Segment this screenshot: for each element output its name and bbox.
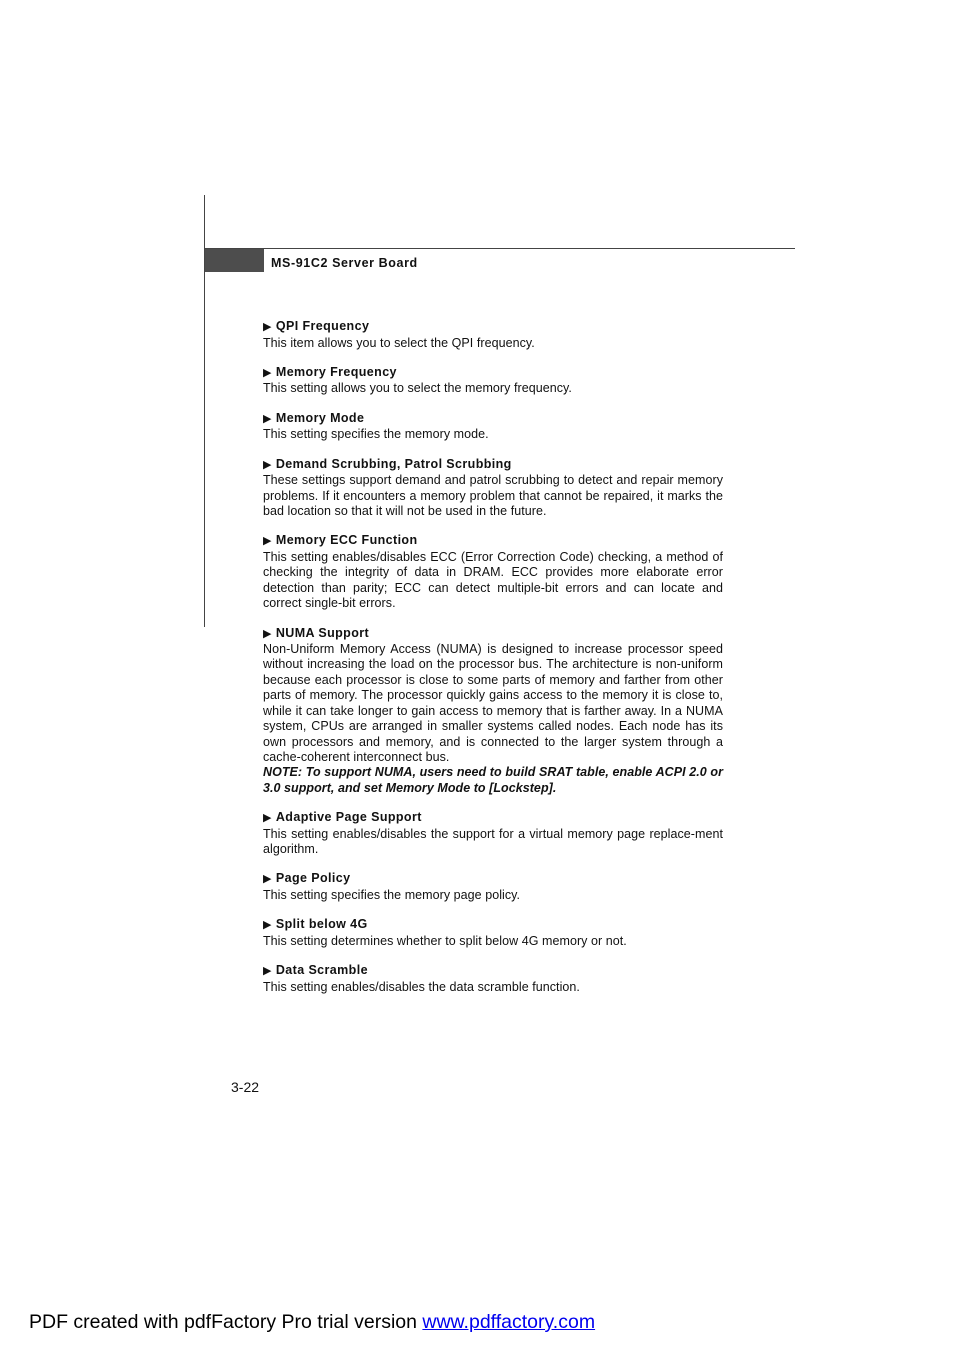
section-memory-ecc [263, 533, 723, 611]
section-qpi-frequency [263, 319, 723, 351]
header-tab-block [205, 249, 264, 272]
section-text: Non-Uniform Memory Access (NUMA) is designed to increase processor speed without increasing the load on the processor bus. The architecture is non-uniform because each processor is close to some parts of memory and farther from other parts of memory. The processor quickly gains access to the memory it is close to, while it can take longer to gain access to memory that is farther away. In a NUMA system, CPUs are arranged in smaller systems called nodes. Each node has its own processors and memory, and is connected to the larger system through a cache-coherent interconnect bus. [263, 642, 723, 764]
page-number: 3-22 [231, 1079, 260, 1095]
section-heading: Memory Mode [275, 410, 365, 425]
section-text: This setting specifies the memory page policy. [263, 887, 521, 902]
triangle-bullet-icon: ▶ [263, 412, 272, 425]
section-memory-frequency [263, 365, 723, 397]
section-text: This item allows you to select the QPI frequency. [263, 335, 535, 350]
triangle-bullet-icon: ▶ [263, 627, 272, 640]
triangle-bullet-icon: ▶ [263, 535, 272, 548]
section-heading: QPI Frequency [275, 319, 370, 333]
triangle-bullet-icon: ▶ [263, 321, 272, 333]
section-text: This setting determines whether to split below 4G memory or not. [263, 933, 627, 948]
section-page-policy [263, 871, 723, 903]
header-rule [204, 248, 795, 249]
section-adaptive-page [263, 810, 723, 857]
content-body [263, 319, 723, 1009]
pdffactory-link[interactable]: www.pdffactory.com [422, 1311, 596, 1333]
section-split-below-4g [263, 917, 723, 949]
section-heading: Memory ECC Function [275, 533, 418, 548]
section-heading: Data Scramble [275, 963, 368, 978]
section-memory-mode [263, 411, 723, 443]
section-heading: Page Policy [275, 871, 351, 886]
section-text: This setting enables/disables ECC (Error Correction Code) checking, a method of checking the integrity of data in DRAM. ECC provides more elaborate error detection than parity; ECC can detect multiple-bit errors and can locate and correct single-bit errors. [263, 549, 723, 611]
board-title: MS-91C2 Server Board [271, 256, 418, 270]
section-text: This setting allows you to select the memory frequency. [263, 381, 572, 396]
triangle-bullet-icon: ▶ [263, 873, 272, 886]
section-text: This setting enables/disables the support for a virtual memory page replace-ment algorithm. [263, 826, 723, 857]
pdf-footer [29, 1311, 595, 1334]
footer-text: PDF created with pdfFactory Pro trial version [29, 1311, 423, 1333]
section-demand-scrubbing [263, 457, 723, 520]
section-heading: Memory Frequency [275, 364, 397, 379]
section-heading: Split below 4G [275, 917, 368, 932]
numa-note: NOTE: To support NUMA, users need to build SRAT table, enable ACPI 2.0 or 3.0 support, and set Memory Mode to [Lockstep]. [263, 765, 723, 795]
section-text: These settings support demand and patrol scrubbing to detect and repair memory problems. If it encounters a memory problem that cannot be repaired, it marks the bad location so that it will not be used in the future. [263, 473, 723, 519]
triangle-bullet-icon: ▶ [263, 366, 272, 379]
triangle-bullet-icon: ▶ [263, 812, 272, 825]
section-heading: Adaptive Page Support [275, 810, 422, 825]
triangle-bullet-icon: ▶ [263, 919, 272, 932]
section-numa-support [263, 626, 723, 797]
triangle-bullet-icon: ▶ [263, 965, 272, 978]
section-text: This setting specifies the memory mode. [263, 427, 489, 442]
section-heading: NUMA Support [275, 625, 370, 640]
triangle-bullet-icon: ▶ [263, 458, 272, 471]
section-text: This setting enables/disables the data scramble function. [263, 979, 580, 994]
section-heading: Demand Scrubbing, Patrol Scrubbing [275, 456, 512, 471]
section-data-scramble [263, 963, 723, 995]
